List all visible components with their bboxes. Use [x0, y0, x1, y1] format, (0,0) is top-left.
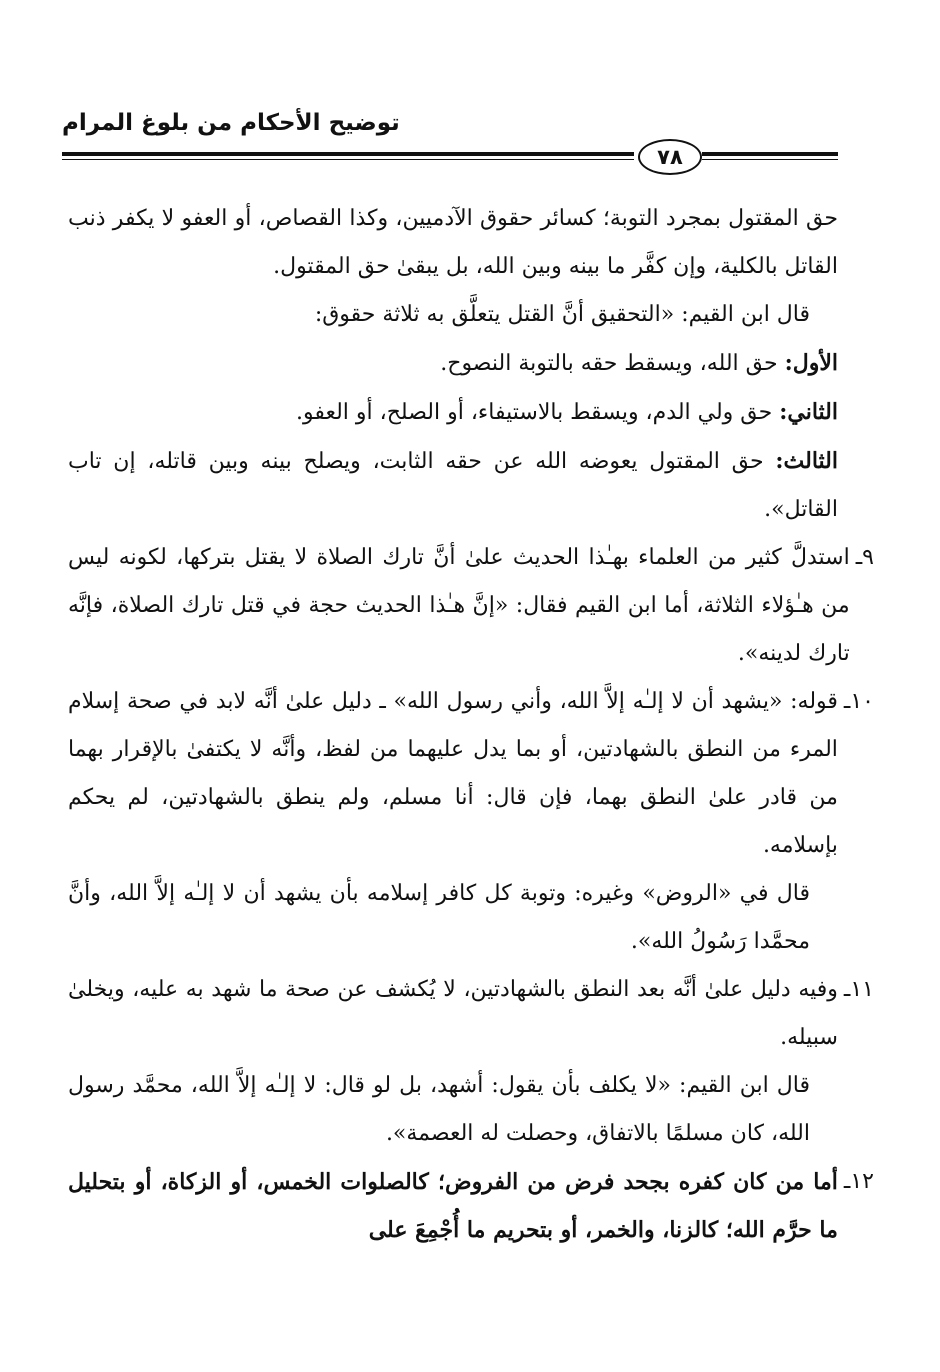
- paragraph: [68, 339, 838, 388]
- numbered-item: [68, 1158, 874, 1254]
- paragraph: قال ابن القيم: «لا يكلف بأن يقول: أشهد، بل لو قال: لا إلـٰه إلاَّ الله، محمَّد رسول الله، كان مسلمًا بالاتفاق، وحصلت له العصمة».: [68, 1073, 810, 1146]
- numbered-item: [68, 966, 874, 1062]
- paragraph-label: الثاني:: [779, 399, 838, 425]
- header-rule: [62, 159, 634, 160]
- paragraph-label: الأول:: [784, 350, 838, 376]
- paragraph-text: حق الله، ويسقط حقه بالتوبة النصوح.: [440, 351, 778, 376]
- paragraph-text: حق المقتول يعوضه الله عن حقه الثابت، ويصلح بينه وبين قاتله، إن تاب القاتل».: [68, 449, 838, 522]
- paragraph-label: الثالث:: [775, 448, 838, 474]
- paragraph: قال ابن القيم: «التحقيق أنَّ القتل يتعلَّق به ثلاثة حقوق:: [314, 302, 810, 327]
- item-number: ١٢ـ: [843, 1169, 874, 1194]
- paragraph-text: حق ولي الدم، ويسقط بالاستيفاء، أو الصلح، أو العفو.: [295, 400, 773, 425]
- item-text: وفيه دليل علىٰ أنَّه بعد النطق بالشهادتين، لا يُكشف عن صحة ما شهد به عليه، ويخلىٰ سبيله.: [68, 977, 838, 1050]
- item-text: أما من كان كفره بجحد فرض من الفروض؛ كالصلوات الخمس، أو الزكاة، أو بتحليل ما حرَّم الله؛ كالزنا، والخمر، أو بتحريم ما أُجْمِعَ على: [68, 1169, 838, 1243]
- paragraph: [68, 388, 838, 437]
- book-title: توضيح الأحكام من بلوغ المرام: [62, 110, 400, 136]
- numbered-item: [68, 534, 874, 678]
- page-body: [68, 195, 874, 1254]
- paragraph: [68, 437, 838, 534]
- paragraph: حق المقتول بمجرد التوبة؛ كسائر حقوق الآدميين، وكذا القصاص، أو العفو لا يكفر ذنب القاتل بالكلية، وإن كفَّر ما بينه وبين الله، بل يبقىٰ حق المقتول.: [68, 206, 838, 279]
- item-number: ١٠ـ: [843, 689, 874, 714]
- item-number: ٩ـ: [855, 545, 874, 570]
- item-text: استدلَّ كثير من العلماء بهـٰذا الحديث علىٰ أنَّ تارك الصلاة لا يقتل بتركها، لكونه ليس من هـٰؤلاء الثلاثة، أما ابن القيم فقال: «إنَّ هـٰذا الحديث حجة في قتل تارك الصلاة، فإنَّه تارك لدينه».: [68, 545, 850, 666]
- paragraph: قال في «الروض» وغيره: وتوبة كل كافر إسلامه بأن يشهد أن لا إلـٰه إلاَّ الله، وأنَّ محمَّدا رَسُولُ الله».: [68, 881, 810, 954]
- item-number: ١١ـ: [843, 977, 874, 1002]
- numbered-item: [68, 678, 874, 870]
- header-rule: [702, 159, 838, 160]
- page-header: [62, 108, 838, 178]
- header-rule: [62, 152, 634, 156]
- header-rule: [702, 152, 838, 156]
- item-text: قوله: «يشهد أن لا إلـٰه إلاَّ الله، وأني رسول الله» ـ دليل علىٰ أنَّه لابد في صحة إسلام المرء من النطق بالشهادتين، أو بما يدل عليهما من لفظ، وأنَّه لا يكتفىٰ بالإقرار بهما من قادر علىٰ النطق بهما، فإن قال: أنا مسلم، ولم ينطق بالشهادتين، لم يحكم بإسلامه.: [68, 689, 838, 858]
- page-number: ٧٨: [638, 139, 702, 175]
